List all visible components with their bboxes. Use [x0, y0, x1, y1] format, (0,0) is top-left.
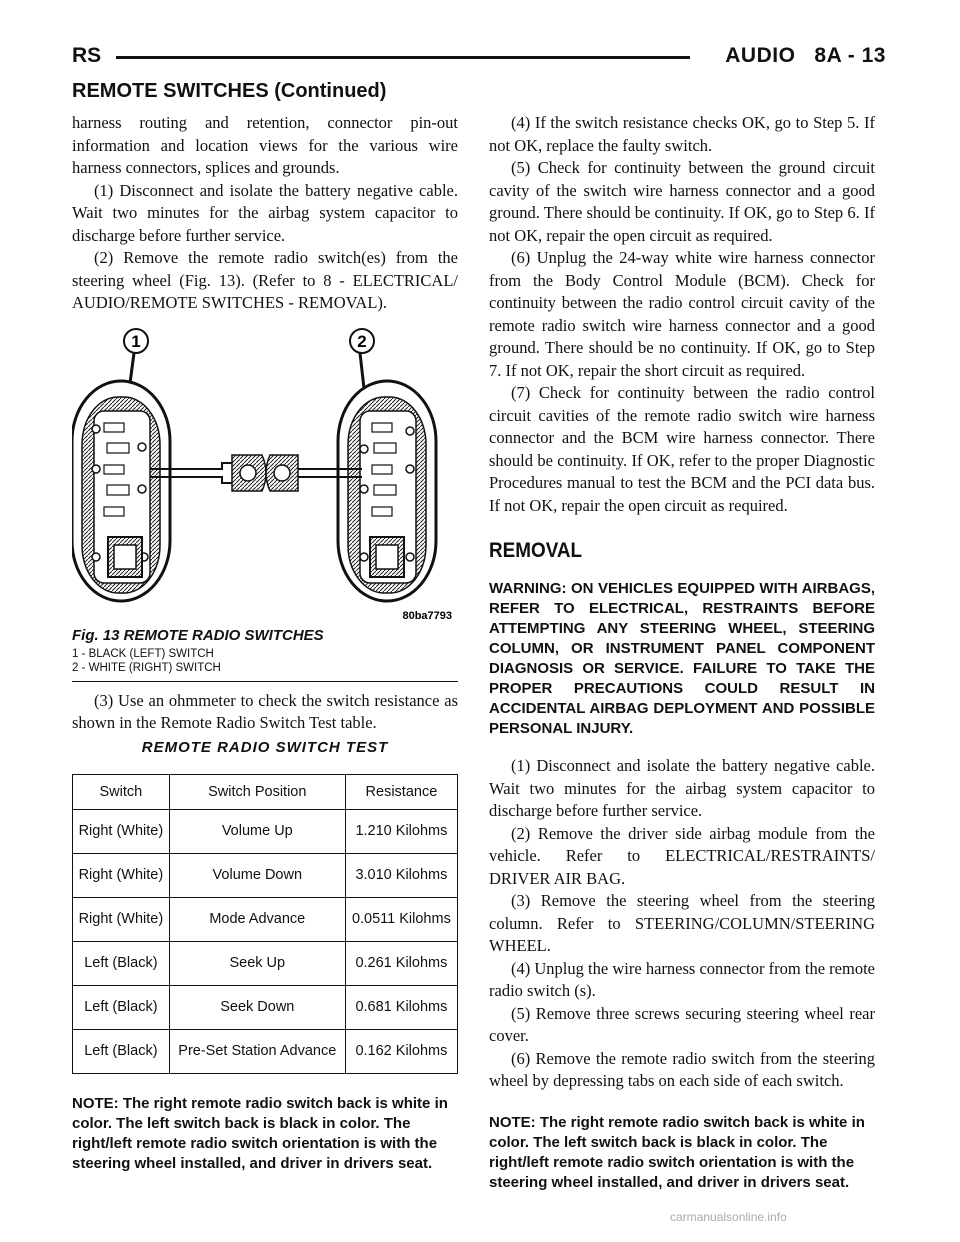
table-row — [73, 941, 458, 985]
paragraph: (4) If the switch resistance checks OK, go to Step 5. If not OK, replace the faulty switch. — [489, 113, 875, 155]
legend-item: 1 - BLACK (LEFT) SWITCH — [72, 647, 214, 660]
paragraph: (6) Unplug the 24-way white wire harness connector from the Body Control Module (BCM). Check for continuity between the radio control circuit cavity of the remote radio switch wire harness connector and a good ground. There should be no continuity. If OK, go to Step 7. If not OK, repair the short circuit as required. — [489, 248, 875, 380]
paragraph: (7) Check for continuity between the radio control circuit cavities of the remote radio switch wire harness connector and the BCM wire harness connector. There should be continuity. If OK, refer to the proper Diagnostic Procedures manual to test the BCM and the PCI data bus. If not OK, repair the open circuit as required. — [489, 383, 875, 515]
table-header-row — [73, 774, 458, 809]
left-column — [72, 112, 458, 1174]
table-title: REMOTE RADIO SWITCH TEST — [141, 738, 389, 756]
table-cell: Right (White) — [73, 897, 170, 941]
table-row — [73, 1029, 458, 1073]
removal-step: (6) Remove the remote radio switch from the steering wheel by depressing tabs on each side of each switch. — [489, 1048, 875, 1090]
switch-illustration — [72, 319, 458, 625]
right-switch-drawing — [266, 381, 436, 601]
switch-test-table — [72, 774, 458, 1074]
paragraph: (5) Check for continuity between the ground circuit cavity of the switch wire harness connector and a good ground. There should be continuity. If OK, go to Step 6. If not OK, repair the open circuit as required. — [489, 158, 875, 245]
warning-text: WARNING: ON VEHICLES EQUIPPED WITH AIRBAGS, REFER TO ELECTRICAL, RESTRAINTS BEFORE ATTEMPTING ANY STEERING WHEEL, STEERING COLUMN, OR INSTRUMENT PANEL COMPONENT DIAGNOSIS OR SERVICE. FAILURE TO TAKE THE PROPER PRECAUTIONS COULD RESULT IN ACCIDENTAL AIRBAG DEPLOYMENT AND POSSIBLE PERSONAL INJURY. — [489, 580, 875, 737]
table-cell: Mode Advance — [169, 897, 345, 941]
table-cell: Seek Down — [169, 985, 345, 1029]
header-rule — [116, 56, 690, 59]
removal-step: (5) Remove three screws securing steering wheel rear cover. — [489, 1003, 875, 1045]
paragraph: (1) Disconnect and isolate the battery negative cable. Wait two minutes for the airbag system capacitor to discharge before further service. — [72, 180, 458, 245]
callout-2: 2 — [357, 331, 367, 351]
paragraph: (2) Remove the remote radio switch(es) from the steering wheel (Fig. 13). (Refer to 8 - ELECTRICAL/ AUDIO/REMOTE SWITCHES - REMOVAL). — [72, 248, 458, 312]
removal-step: (2) Remove the driver side airbag module from the vehicle. Refer to ELECTRICAL/RESTRAINTS/ DRIVER AIR BAG. — [489, 823, 875, 888]
table-cell: Right (White) — [73, 853, 170, 897]
page-header — [72, 44, 886, 70]
figure-remote-radio-switches — [72, 319, 458, 625]
removal-heading: REMOVAL — [489, 539, 583, 562]
column-header: Switch Position — [169, 774, 345, 809]
left-switch-drawing — [72, 381, 266, 601]
watermark-footer: carmanualsonline.info — [670, 1210, 787, 1224]
table-cell: Volume Up — [169, 809, 345, 853]
figure-caption: Fig. 13 REMOTE RADIO SWITCHES — [72, 626, 324, 644]
table-cell: 0.681 Kilohms — [345, 985, 457, 1029]
column-header: Switch — [73, 774, 170, 809]
removal-step: (1) Disconnect and isolate the battery negative cable. Wait two minutes for the airbag system capacitor to discharge before further service. — [489, 756, 875, 820]
table-cell: 0.261 Kilohms — [345, 941, 457, 985]
column-header: Resistance — [345, 774, 457, 809]
table-cell: Right (White) — [73, 809, 170, 853]
figure-code: 80ba7793 — [402, 609, 452, 622]
table-cell: 3.010 Kilohms — [345, 853, 457, 897]
table-cell: Volume Down — [169, 853, 345, 897]
legend-divider — [72, 681, 458, 682]
note-right: NOTE: The right remote radio switch back is white in color. The left switch back is black in color. The right/left remote radio switch orientation is with the steering wheel installed, and driver in drivers seat. — [489, 1113, 865, 1191]
header-right: AUDIO 8A - 13 — [725, 44, 886, 67]
paragraph: (3) Use an ohmmeter to check the switch resistance as shown in the Remote Radio Switch Test table. — [72, 690, 458, 732]
note-left: NOTE: The right remote radio switch back is white in color. The left switch back is black in color. The right/left remote radio switch orientation is with the steering wheel installed, and driver in drivers seat. — [72, 1094, 448, 1172]
table-row — [73, 897, 458, 941]
legend-item: 2 - WHITE (RIGHT) SWITCH — [72, 661, 221, 674]
table-cell: Seek Up — [169, 941, 345, 985]
figure-legend — [72, 647, 458, 675]
table-cell: 0.0511 Kilohms — [345, 897, 457, 941]
table-cell: 0.162 Kilohms — [345, 1029, 457, 1073]
section-title: REMOTE SWITCHES (Continued) — [72, 80, 387, 102]
table-row — [73, 985, 458, 1029]
callout-1: 1 — [131, 331, 141, 351]
table-cell: Left (Black) — [73, 1029, 170, 1073]
table-cell: 1.210 Kilohms — [345, 809, 457, 853]
table-cell: Left (Black) — [73, 985, 170, 1029]
table-cell: Pre-Set Station Advance — [169, 1029, 345, 1073]
right-column — [489, 112, 875, 1193]
removal-step: (3) Remove the steering wheel from the steering column. Refer to STEERING/COLUMN/STEERING WHEEL. — [489, 891, 875, 955]
table-row — [73, 809, 458, 853]
header-left: RS — [72, 44, 102, 67]
removal-step: (4) Unplug the wire harness connector from the remote radio switch (s). — [489, 958, 875, 1000]
paragraph: harness routing and retention, connector pin-out information and location views for the various wire harness connectors, splices and grounds. — [72, 113, 458, 177]
table-cell: Left (Black) — [73, 941, 170, 985]
table-row — [73, 853, 458, 897]
